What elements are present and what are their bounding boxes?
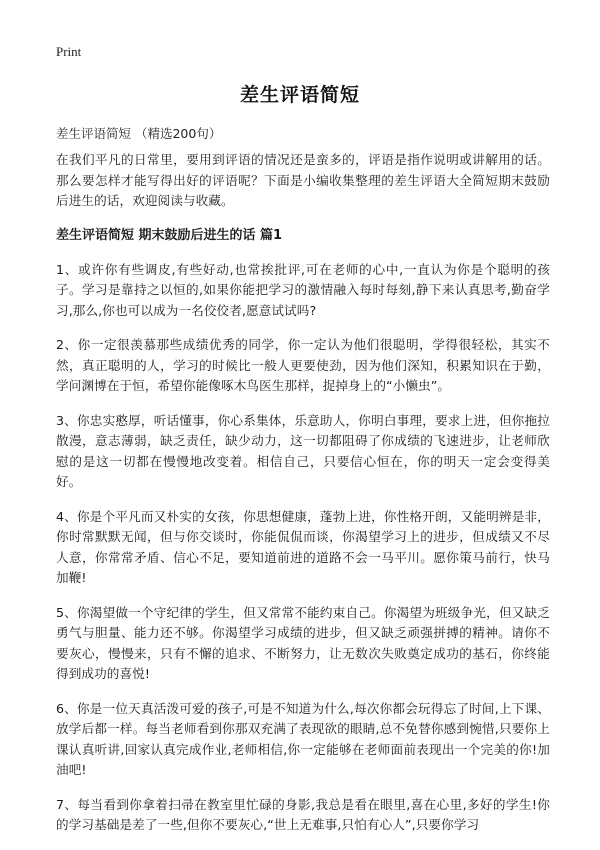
comment-item: 2、你一定很羡慕那些成绩优秀的同学，你一定认为他们很聪明，学得很轻松，其实不然，真正聪明的人，学习的时候比一般人更要使劲，因为他们深知，积累知识在于勤，学问渊博在于恒，希望你能像啄木鸟医生那样，捉掉身上的“小懒虫”。	[56, 337, 550, 393]
section-heading: 差生评语简短 期末鼓励后进生的话 篇1	[56, 227, 283, 243]
comment-item: 5、你渴望做一个守纪律的学生，但又常常不能约束自己。你渴望为班级争光，但又缺乏勇气与胆量、能力还不够。你渴望学习成绩的进步，但又缺乏顽强拼搏的精神。请你不要灰心，慢慢来，只有不懈的追求、不断努力，让无数次失败奠定成功的基石，你终能得到成功的喜悦!	[56, 604, 550, 681]
comment-item: 7、每当看到你拿着扫帚在教室里忙碌的身影,我总是看在眼里,喜在心里,多好的学生!你的学习基础是差了一些,但你不要灰心,“世上无难事,只怕有心人”,只要你学习	[56, 796, 550, 832]
comment-item: 4、你是个平凡而又朴实的女孩，你思想健康，蓬勃上进，你性格开朗，又能明辨是非，你时常默默无闻，但与你交谈时，你能侃侃而谈，你渴望学习上的进步，但成绩又不尽人意，你常常矛盾、信心不足，要知道前进的道路不会一马平川。愿你策马前行，快马加鞭!	[56, 508, 550, 585]
comment-item: 3、你忠实憨厚，听话懂事，你心系集体，乐意助人，你明白事理，要求上进，但你拖拉散漫，意志薄弱，缺乏责任，缺少动力，这一切都阻碍了你成绩的飞速进步，让老师欣慰的是这一切都在慢慢地改变着。相信自己，只要信心恒在，你的明天一定会变得美好。	[56, 412, 550, 489]
comment-item: 6、你是一位天真活泼可爱的孩子,可是不知道为什么,每次你都会玩得忘了时间,上下课、放学后都一样。每当老师看到你那双充满了表现欲的眼睛,总不免替你感到惋惜,只要你上课认真听讲,回家认真完成作业,老师相信,你一定能够在老师面前表现出一个完美的你!加油吧!	[56, 700, 550, 777]
print-link[interactable]: Print	[56, 44, 82, 59]
intro-paragraph: 在我们平凡的日常里，要用到评语的情况还是蛮多的，评语是指作说明或讲解用的话。那么要怎样才能写得出好的评语呢？下面是小编收集整理的差生评语大全简短期末鼓励后进生的话，欢迎阅读与收藏。	[56, 152, 550, 208]
page-subtitle: 差生评语简短 （精选200句）	[56, 126, 222, 141]
comment-item: 1、或许你有些调皮,有些好动,也常挨批评,可在老师的心中,一直认为你是个聪明的孩子。学习是靠持之以恒的,如果你能把学习的激情融入每时每刻,静下来认真思考,勤奋学习,那么,你也可以成为一名佼佼者,愿意试试吗?	[56, 261, 550, 318]
article-body	[56, 150, 550, 850]
page-title: 差生评语简短	[239, 84, 360, 106]
